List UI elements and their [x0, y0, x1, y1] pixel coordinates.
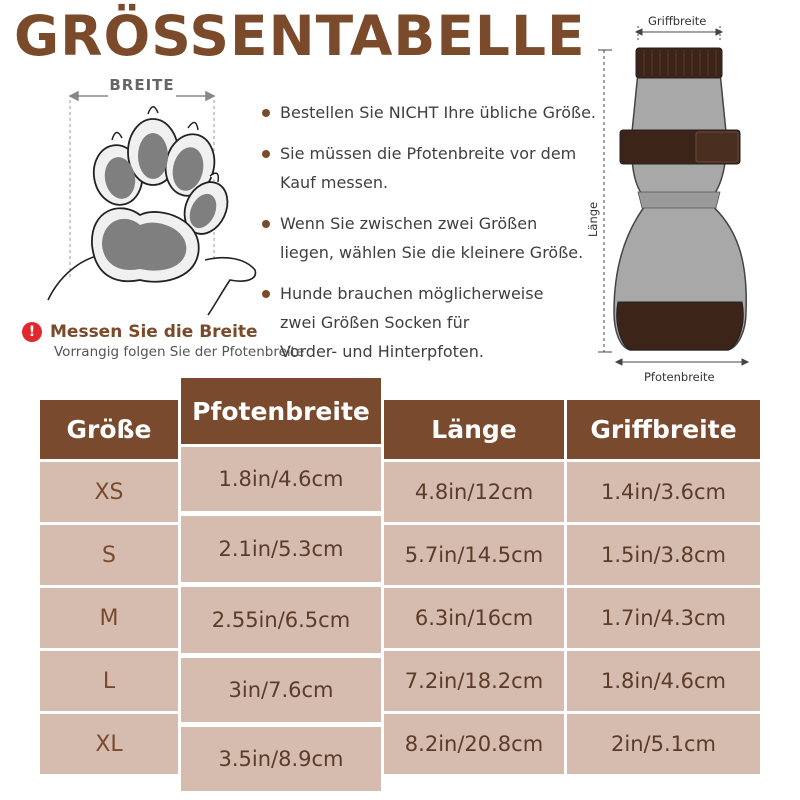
table-cell: XS: [40, 462, 178, 522]
measure-note: [22, 322, 352, 360]
table-cell: 1.5in/3.8cm: [567, 525, 760, 585]
table-cell: L: [40, 651, 178, 711]
exclamation-icon: !: [22, 322, 42, 342]
instruction-item: Bestellen Sie NICHT Ihre übliche Größe.: [258, 98, 608, 127]
table-cell: S: [40, 525, 178, 585]
table-cell: 5.7in/14.5cm: [384, 525, 564, 585]
table-cell: 8.2in/20.8cm: [384, 714, 564, 774]
table-cell: 6.3in/16cm: [384, 588, 564, 648]
table-cell: 2.55in/6.5cm: [181, 587, 381, 653]
grip-width-label: Griffbreite: [648, 14, 707, 28]
paw-width-label: BREITE: [109, 76, 175, 94]
header-paw-width: Pfotenbreite: [181, 378, 381, 444]
paw-illustration: [40, 80, 280, 325]
length-label: Länge: [586, 201, 600, 237]
table-cell: M: [40, 588, 178, 648]
table-cell: 7.2in/18.2cm: [384, 651, 564, 711]
table-cell: 1.8in/4.6cm: [181, 447, 381, 511]
header-length: Länge: [384, 400, 564, 459]
measure-subtext: Vorrangig folgen Sie der Pfotenbreite: [54, 344, 305, 360]
table-cell: 2in/5.1cm: [567, 714, 760, 774]
table-cell: 1.7in/4.3cm: [567, 588, 760, 648]
measure-heading: Messen Sie die Breite: [50, 322, 258, 342]
instruction-item: Wenn Sie zwischen zwei Größen liegen, wählen Sie die kleinere Größe.: [258, 209, 608, 267]
table-cell: 4.8in/12cm: [384, 462, 564, 522]
table-cell: 1.4in/3.6cm: [567, 462, 760, 522]
table-cell: XL: [40, 714, 178, 774]
paw-width-label: Pfotenbreite: [644, 370, 715, 384]
table-cell: 3in/7.6cm: [181, 658, 381, 722]
sock-icon: [578, 12, 778, 392]
page-title: GRÖSSENTABELLE: [14, 4, 586, 68]
table-cell: 1.8in/4.6cm: [567, 651, 760, 711]
sock-diagram: [578, 12, 778, 392]
table-cell: 3.5in/8.9cm: [181, 727, 381, 791]
header-grip-width: Griffbreite: [567, 400, 760, 459]
instruction-item: Sie müssen die Pfotenbreite vor dem Kauf messen.: [258, 139, 608, 197]
instruction-item: Hunde brauchen möglicherweise zwei Größen Socken für Vorder- und Hinterpfoten.: [258, 279, 608, 366]
header-size: Größe: [40, 400, 178, 459]
table-cell: 2.1in/5.3cm: [181, 516, 381, 582]
